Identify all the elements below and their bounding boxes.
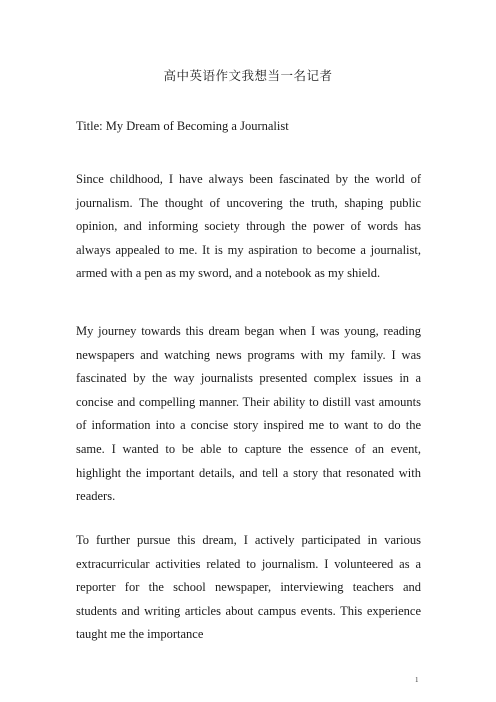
- essay-title: Title: My Dream of Becoming a Journalist: [76, 119, 289, 133]
- paragraph-1: Since childhood, I have always been fascinated by the world of journalism. The thought of uncovering the truth, shaping public opinion, and informing society through the power of words has always appealed to me. It is my aspiration to become a journalist, armed with a pen as my sword, and a notebook as my shield.: [76, 172, 421, 281]
- document-header-title: 高中英语作文我想当一名记者: [163, 69, 333, 83]
- page-number: 1: [415, 676, 419, 684]
- paragraph-2: My journey towards this dream began when I was young, reading newspapers and watching news programs with my family. I was fascinated by the way journalists presented complex issues in a concise and compelling manner. Their ability to distill vast amounts of information into a concise story inspired me to want to do the same. I wanted to be able to capture the essence of an event, highlight the important details, and tell a story that resonated with readers.: [76, 324, 421, 504]
- paragraph-3: To further pursue this dream, I actively participated in various extracurricular activities related to journalism. I volunteered as a reporter for the school newspaper, interviewing teachers and students and writing articles about campus events. This experience taught me the importance: [76, 533, 421, 642]
